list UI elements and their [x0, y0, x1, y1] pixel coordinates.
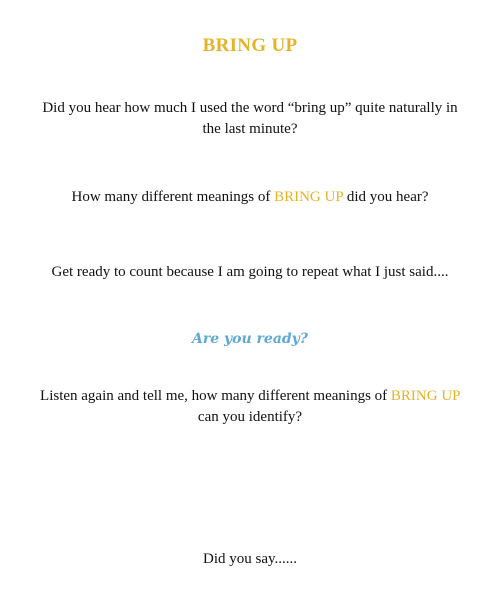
- highlighted-phrase: BRING UP: [274, 189, 344, 205]
- paragraph-get-ready: Get ready to count because I am going to repeat what I just said....: [51, 264, 449, 280]
- are-you-ready-heading: Are you ready?: [191, 331, 309, 347]
- highlighted-phrase: BRING UP: [390, 388, 460, 404]
- paragraph-used-word: Did you hear how much I used the word “bring up” quite naturally in the last minute?: [42, 100, 458, 137]
- paragraph-listen-again: [40, 386, 460, 428]
- paragraph-text: Listen again and tell me, how many different meanings of: [40, 388, 391, 404]
- paragraph-did-you-say: Did you say......: [202, 551, 298, 567]
- paragraph-text: can you identify?: [197, 409, 303, 425]
- paragraph-how-many-meanings: [40, 187, 460, 208]
- paragraph-text: How many different meanings of: [71, 189, 275, 205]
- paragraph-text: did you hear?: [343, 189, 429, 205]
- page-title: BRING UP: [202, 35, 298, 56]
